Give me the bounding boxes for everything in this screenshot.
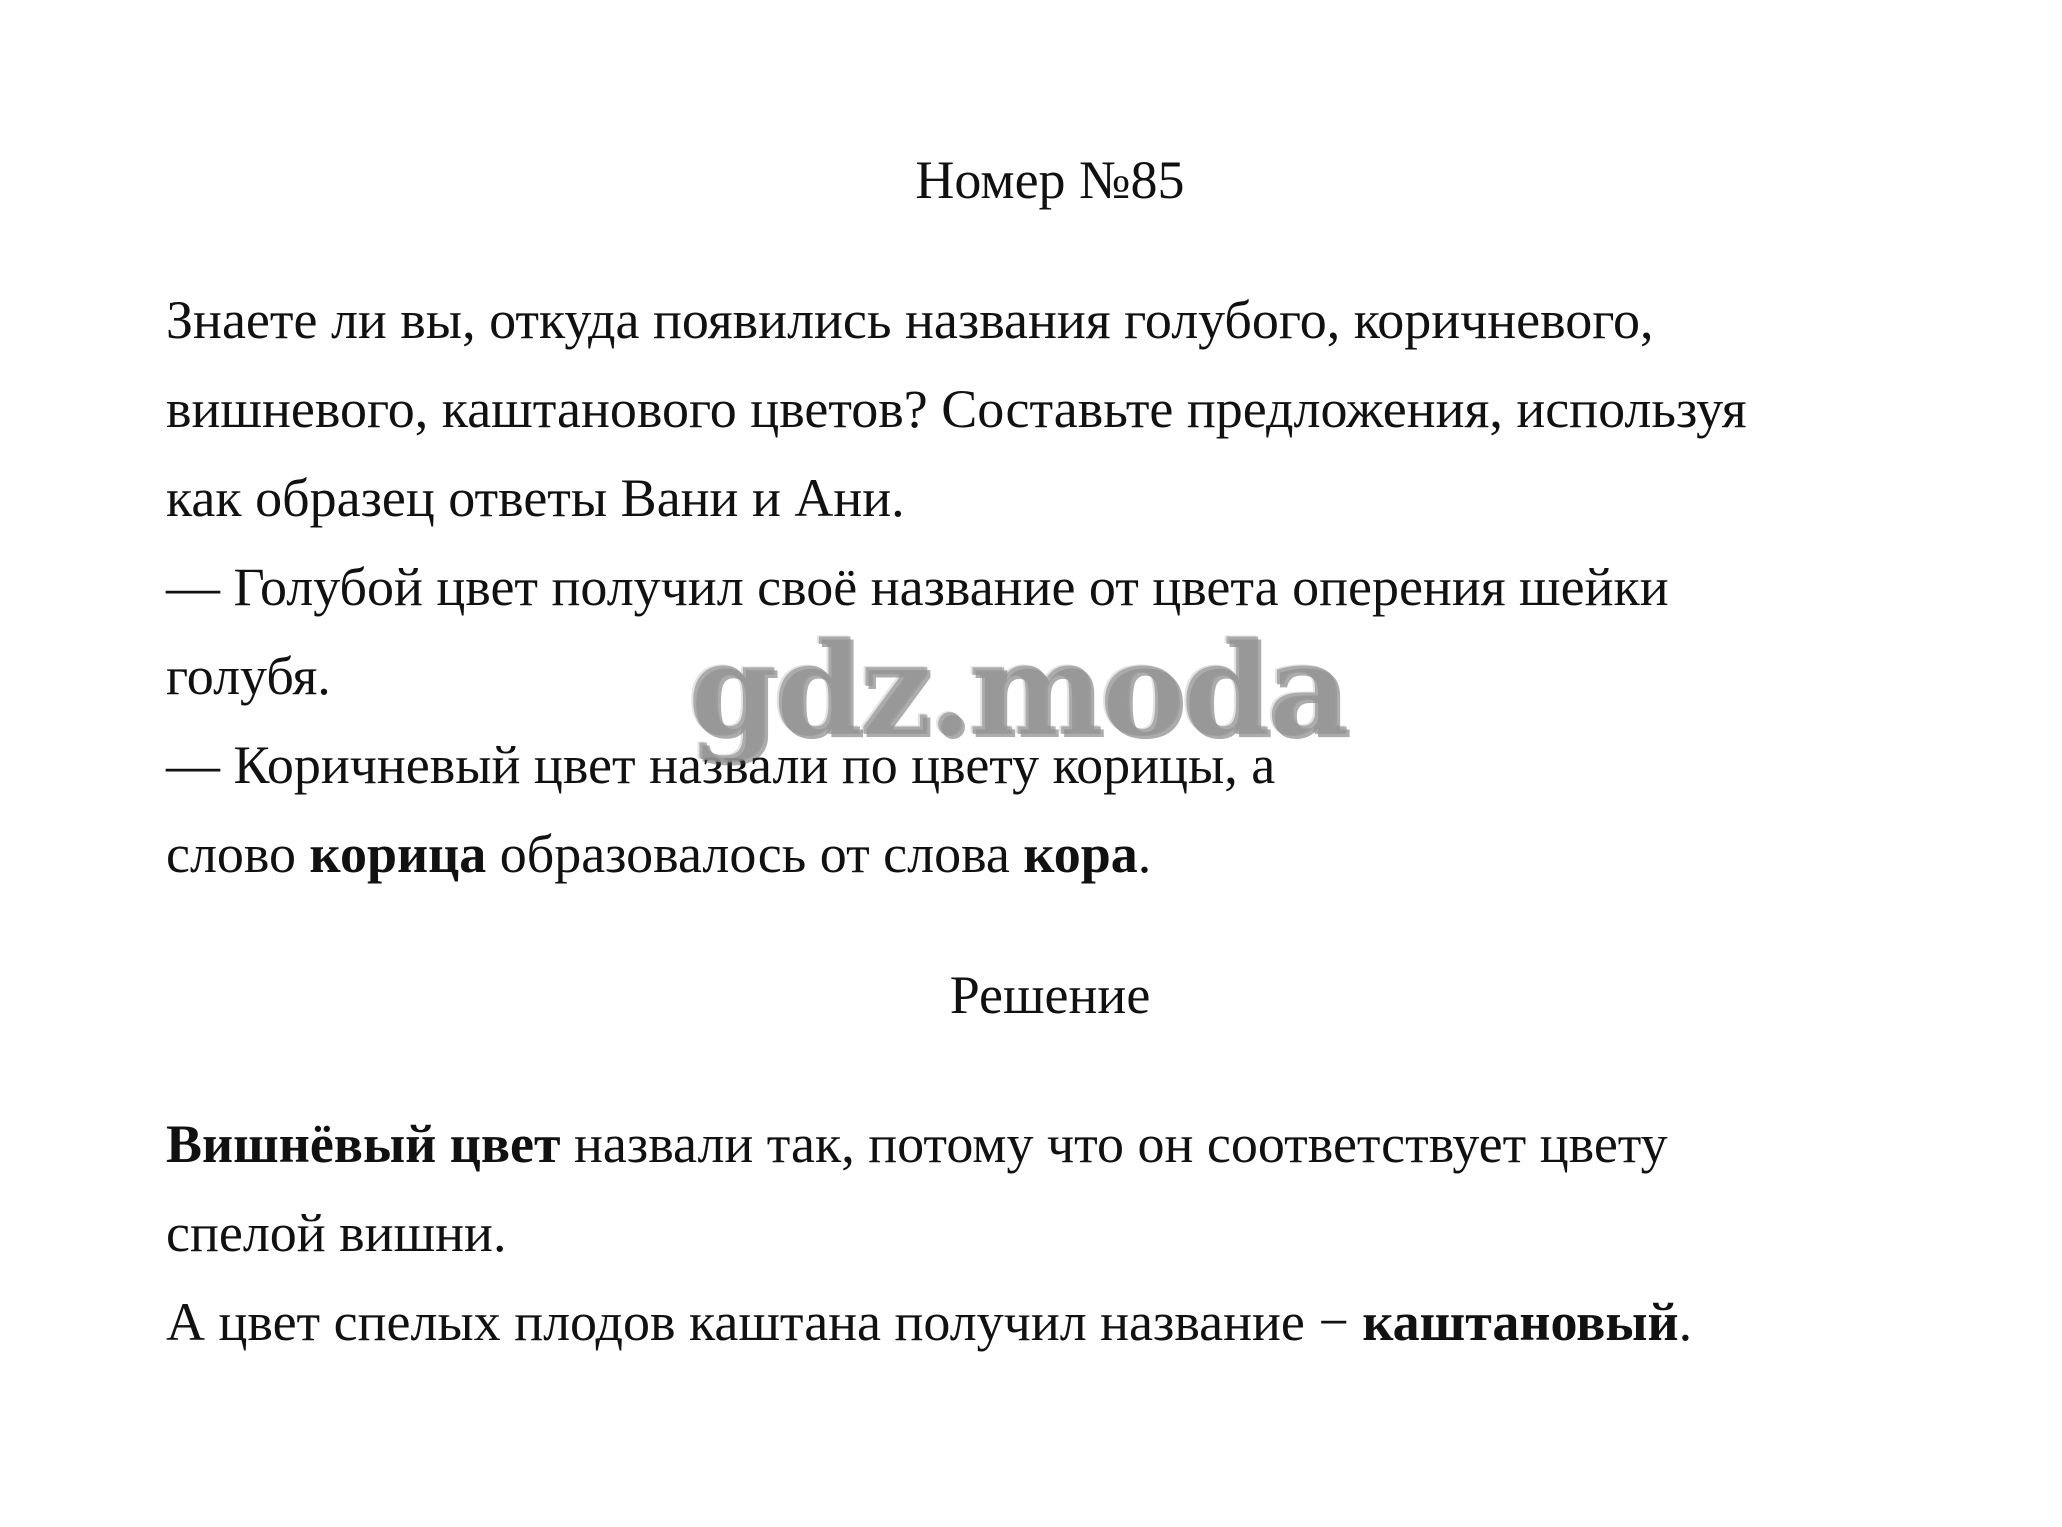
task-text-segment: образовалось от слова [486, 824, 1024, 884]
watermark-logo: gdz.moda [688, 615, 1346, 765]
task-line: как образец ответы Вани и Ани. [166, 468, 905, 528]
answer-line [166, 1100, 1996, 1189]
bold-term-vishnevyi: Вишнёвый цвет [166, 1114, 561, 1174]
task-line: Знаете ли вы, откуда появились названия голубого, коричневого, [166, 290, 1654, 350]
bold-word-korica: корица [309, 824, 487, 884]
answer-line [166, 1278, 1996, 1367]
answer-text-segment: назвали так, потому что он соответствует цвету [560, 1114, 1668, 1174]
answer-text-segment: А цвет спелых плодов каштана получил название − [166, 1292, 1363, 1352]
answer-text [166, 1100, 1996, 1367]
task-text-segment: . [1137, 824, 1152, 884]
answer-line: спелой вишни. [166, 1203, 507, 1263]
bold-term-kashtanovyi: каштановый [1362, 1292, 1679, 1352]
task-line: голубя. [166, 646, 331, 706]
page-title: Номер №85 [915, 150, 1185, 210]
answer-text-segment: . [1678, 1292, 1693, 1352]
task-line: вишневого, каштанового цветов? Составьте предложения, используя [166, 379, 1747, 439]
bold-word-kora: кора [1023, 824, 1138, 884]
task-text-segment: слово [166, 824, 310, 884]
task-line: — Коричневый цвет назвали по цвету корицы, а [166, 735, 1276, 795]
task-line: — Голубой цвет получил своё название от цвета оперения шейки [166, 557, 1669, 617]
task-text [166, 276, 1996, 899]
solution-title: Решение [949, 965, 1151, 1025]
task-line [166, 810, 1996, 899]
